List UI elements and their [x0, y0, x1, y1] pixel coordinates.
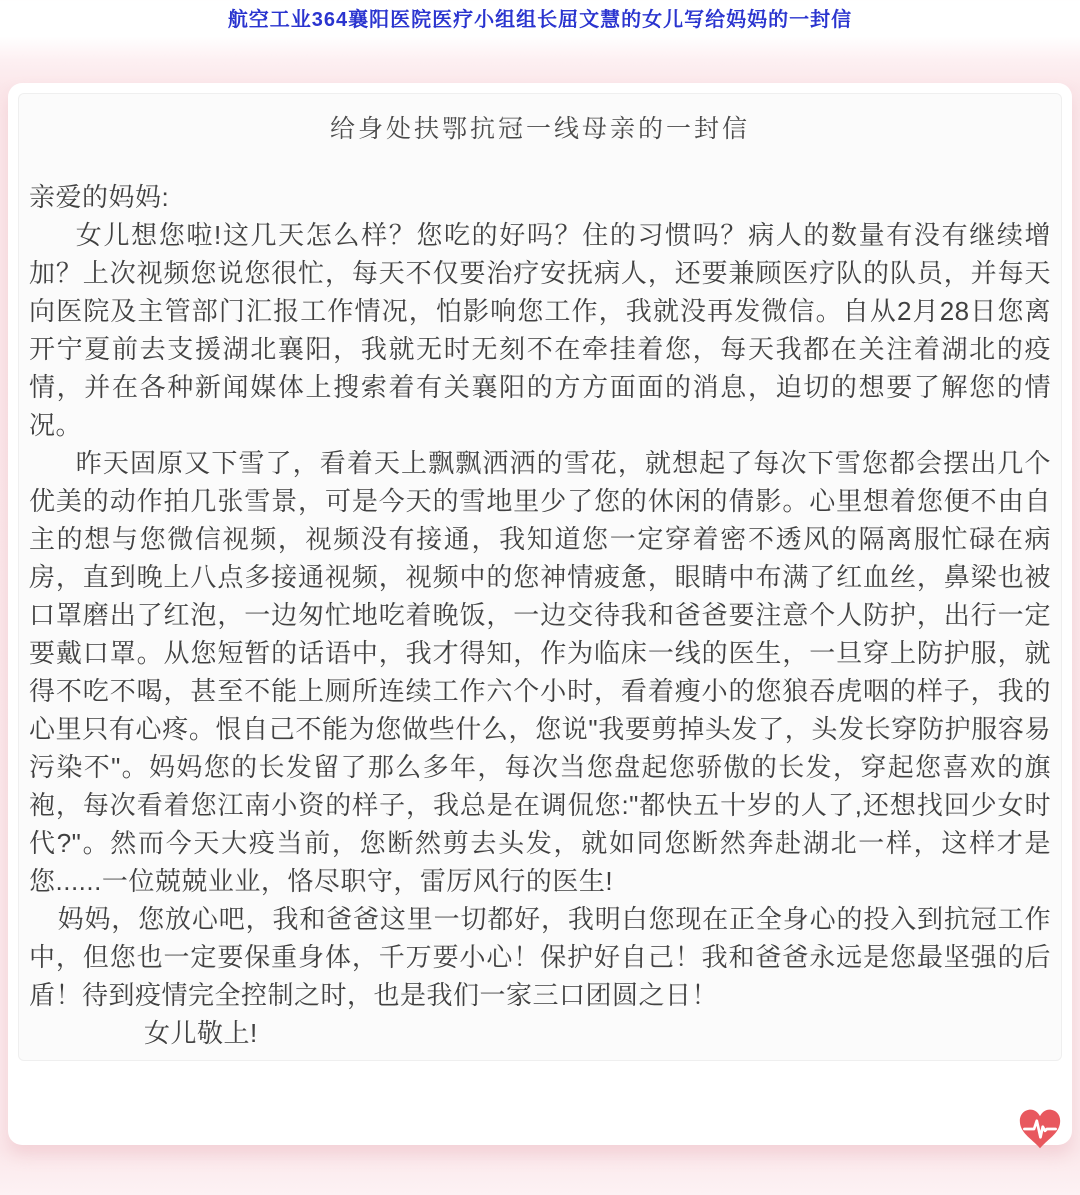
letter-paragraph: 昨天固原又下雪了，看着天上飘飘洒洒的雪花，就想起了每次下雪您都会摆出几个优美的动作拍几张雪景，可是今天的雪地里少了您的休闲的倩影。心里想着您便不由自主的想与您微信视频，视频没有接通，我知道您一定穿着密不透风的隔离服忙碌在病房，直到晚上八点多接通视频，视频中的您神情疲惫，眼睛中布满了红血丝，鼻梁也被口罩磨出了红泡，一边匆忙地吃着晚饭，一边交待我和爸爸要注意个人防护，出行一定要戴口罩。从您短暂的话语中，我才得知，作为临床一线的医生，一旦穿上防护服，就得不吃不喝，甚至不能上厕所连续工作六个小时，看着瘦小的您狼吞虎咽的样子，我的心里只有心疼。恨自己不能为您做些什么，您说"我要剪掉头发了，头发长穿防护服容易污染不"。妈妈您的长发留了那么多年，每次当您盘起您骄傲的长发，穿起您喜欢的旗袍，每次看着您江南小资的样子，我总是在调侃您:"都快五十岁的人了,还想找回少女时代?"。然而今天大疫当前，您断然剪去头发，就如同您断然奔赴湖北一样，这样才是您......一位兢兢业业，恪尽职守，雷厉风行的医生!: [29, 448, 1051, 896]
letter-paragraph: 妈妈，您放心吧，我和爸爸这里一切都好，我明白您现在正全身心的投入到抗冠工作中，但您也一定要保重身体，千万要小心！保护好自己！我和爸爸永远是您最坚强的后盾！待到疫情完全控制之时，也是我们一家三口团圆之日！: [29, 904, 1051, 1010]
letter-card: [8, 83, 1072, 1145]
letter-paragraph: 女儿想您啦!这几天怎么样？您吃的好吗？住的习惯吗？病人的数量有没有继续增加？上次视频您说您很忙，每天不仅要治疗安抚病人，还要兼顾医疗队的队员，并每天向医院及主管部门汇报工作情况，怕影响您工作，我就没再发微信。自从2月28日您离开宁夏前去支援湖北襄阳，我就无时无刻不在牵挂着您，每天我都在关注着湖北的疫情，并在各种新闻媒体上搜索着有关襄阳的方方面面的消息，迫切的想要了解您的情况。: [29, 220, 1051, 440]
page-title: 航空工业364襄阳医院医疗小组组长屈文慧的女儿写给妈妈的一封信: [227, 9, 853, 31]
letter-signature: 女儿敬上!: [144, 1018, 258, 1048]
letter-body: [18, 93, 1062, 1061]
letter-salutation: 亲爱的妈妈:: [29, 182, 170, 212]
heartbeat-heart-icon: [1018, 1107, 1062, 1151]
letter-title: 给身处扶鄂抗冠一线母亲的一封信: [329, 115, 750, 143]
